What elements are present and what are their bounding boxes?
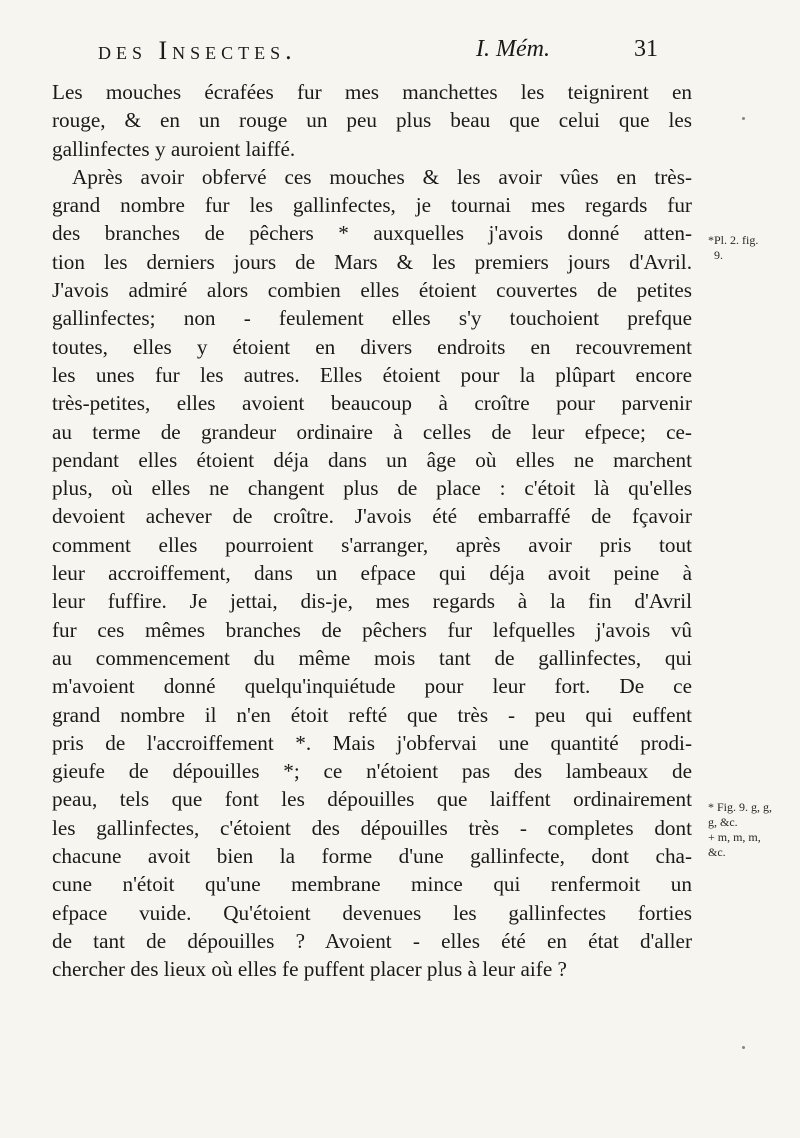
text-line: rouge, & en un rouge un peu plus beau que celui que les [52, 108, 692, 133]
margin-note-line: 9. [714, 248, 723, 262]
text-line: tion les derniers jours de Mars & les premiers jours d'Avril. [52, 249, 692, 274]
text-line: les gallinfectes, c'étoient des dépouilles très - completes dont [52, 815, 692, 840]
running-header [98, 36, 658, 72]
text-line: pris de l'accroiffement *. Mais j'obfervai une quantité prodi- [52, 730, 692, 755]
paper-speck [742, 117, 745, 120]
text-line: toutes, elles y étoient en divers endroits en recouvrement [52, 334, 692, 359]
margin-note-line: *Pl. 2. fig. [708, 233, 759, 247]
text-line: J'avois admiré alors combien elles étoient couvertes de petites [52, 278, 692, 303]
memoire-label: I. Mém. [476, 36, 550, 62]
text-line: leur accroiffement, dans un efpace qui déja avoit peine à [52, 561, 692, 586]
text-line: gallinfectes y auroient laiffé. [52, 136, 296, 161]
paper-speck [742, 1046, 745, 1049]
text-line: au terme de grandeur ordinaire à celles de leur efpece; ce- [52, 419, 692, 444]
text-line: devoient achever de croître. J'avois été embarraffé de fçavoir [52, 504, 692, 529]
text-line: Après avoir obfervé ces mouches & les avoir vûes en très- [72, 164, 692, 189]
running-title: des Insectes. [98, 36, 297, 65]
text-line: des branches de pêchers * auxquelles j'avois donné atten- [52, 221, 692, 246]
text-line: les unes fur les autres. Elles étoient pour la plûpart encore [52, 362, 692, 387]
margin-note-line: * Fig. 9. g, g, [708, 800, 773, 814]
margin-note-line: g, &c. [708, 815, 738, 829]
text-line: leur fuffire. Je jettai, dis-je, mes regards à la fin d'Avril [52, 589, 692, 614]
text-line: grand nombre il n'en étoit refté que très - peu qui euffent [52, 702, 692, 727]
text-line: plus, où elles ne changent plus de place : c'étoit là qu'elles [52, 476, 692, 501]
text-line: de tant de dépouilles ? Avoient - elles été en état d'aller [52, 928, 692, 953]
text-line: efpace vuide. Qu'étoient devenues les gallinfectes forties [52, 900, 692, 925]
page-number: 31 [634, 36, 658, 62]
text-line: très-petites, elles avoient beaucoup à croître pour parvenir [52, 391, 692, 416]
margin-note-figure [708, 800, 772, 830]
text-line: pendant elles étoient déja dans un âge où elles ne marchent [52, 447, 692, 472]
margin-note-line: &c. [708, 845, 726, 859]
text-line: comment elles pourroient s'arranger, après avoir pris tout [52, 532, 692, 557]
text-line: peau, tels que font les dépouilles que laiffent ordinairement [52, 787, 692, 812]
margin-note-plate [708, 233, 758, 263]
text-line: gieufe de dépouilles *; ce n'étoient pas des lambeaux de [52, 759, 692, 784]
text-line: cune n'étoit qu'une membrane mince qui renfermoit un [52, 872, 692, 897]
text-line: chercher des lieux où elles fe puffent placer plus à leur aife ? [52, 957, 567, 982]
text-line: m'avoient donné quelqu'inquiétude pour leur fort. De ce [52, 674, 692, 699]
text-line: grand nombre fur les gallinfectes, je tournai mes regards fur [52, 193, 692, 218]
text-line: gallinfectes; non - feulement elles s'y touchoient prefque [52, 306, 692, 331]
text-line: fur ces mêmes branches de pêchers fur lefquelles j'avois vû [52, 617, 692, 642]
body-text [52, 78, 692, 984]
text-line: Les mouches écrafées fur mes manchettes les teignirent en [52, 80, 692, 104]
margin-note-line: + m, m, m, [708, 830, 761, 844]
margin-note-figure-cont [708, 830, 761, 860]
text-line: chacune avoit bien la forme d'une gallinfecte, dont cha- [52, 844, 692, 869]
text-line: au commencement du même mois tant de gallinfectes, qui [52, 645, 692, 670]
